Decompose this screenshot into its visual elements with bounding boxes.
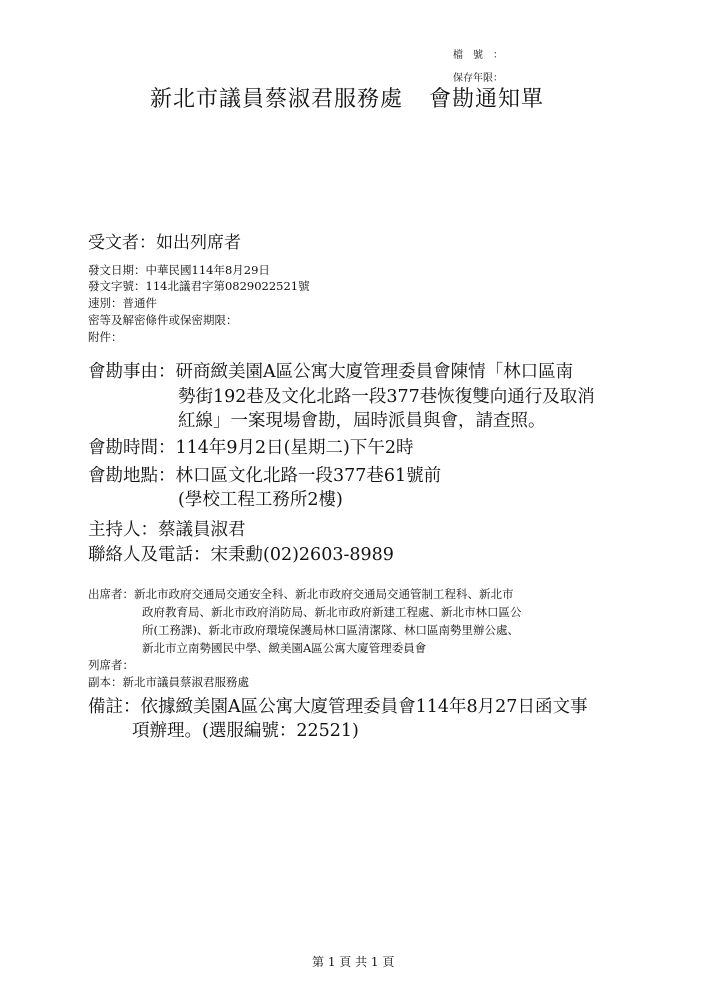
remarks-line-1: 備註：依據緻美園A區公寓大廈管理委員會114年8月27日函文事: [88, 697, 588, 717]
secrecy-level: 密等及解密條件或保密期限：: [88, 313, 238, 327]
office-name: 新北市議員蔡淑君服務處: [150, 87, 404, 112]
contact-line: 聯絡人及電話：宋秉勳(02)2603-8989: [88, 545, 394, 565]
subject-line-2: 勢街192巷及文化北路一段377巷恢復雙向通行及取消: [178, 387, 595, 407]
archive-keep-years-label: 保存年限：: [453, 73, 503, 84]
archive-number-label: 檔號：: [453, 50, 513, 61]
inspection-time: 會勘時間：114年9月2日(星期二)下午2時: [88, 438, 414, 458]
location-line-1: 會勘地點：林口區文化北路一段377巷61號前: [88, 466, 442, 486]
remarks-line-2: 項辦理。(選服編號：22521): [132, 721, 359, 741]
copy-line: 副本：新北市議員蔡淑君服務處: [88, 675, 249, 689]
observers-line: 列席者：: [88, 658, 134, 672]
subject-line-1: 會勘事由：研商緻美園A區公寓大廈管理委員會陳情「林口區南: [88, 362, 574, 382]
attendees-line-3: 所(工務課)、新北市政府環境保護局林口區清潔隊、林口區南勢里辦公處、: [142, 623, 519, 637]
attendees-line-1: 出席者：新北市政府交通局交通安全科、新北市政府交通局交通管制工程科、新北市: [88, 587, 514, 601]
location-line-2: (學校工程工務所2樓): [178, 490, 343, 510]
attendees-line-4: 新北市立南勢國民中學、緻美園A區公寓大廈管理委員會: [142, 641, 427, 655]
issue-date: 發文日期：中華民國114年8月29日: [88, 263, 270, 277]
speed-class: 速別：普通件: [88, 296, 157, 310]
attendees-line-2: 政府教育局、新北市政府消防局、新北市政府新建工程處、新北市林口區公: [142, 605, 522, 619]
host-line: 主持人：蔡議員淑君: [88, 520, 246, 540]
document-title: [150, 82, 544, 113]
page-number: 第 1 頁 共 1 頁: [312, 955, 395, 969]
attachment-line: 附件：: [88, 330, 123, 344]
form-title: 會勘通知單: [429, 87, 545, 112]
reference-number: 發文字號：114北議君字第0829022521號: [88, 279, 310, 293]
recipient-line: 受文者：如出列席者: [88, 233, 241, 253]
subject-line-3: 紅線」一案現場會勘，屆時派員與會，請查照。: [178, 411, 546, 431]
